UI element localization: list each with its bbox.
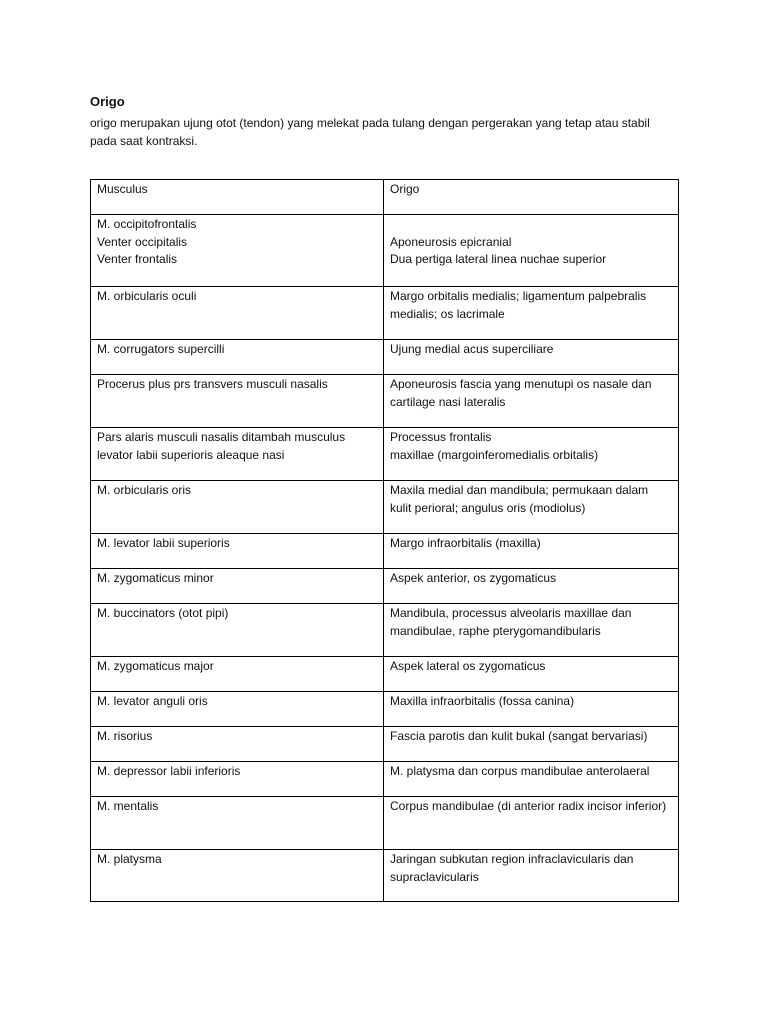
cell-origo [384,604,679,657]
cell-text: Venter occipitalis [97,234,188,249]
cell-text: Dua pertiga lateral linea nuchae superior [390,252,607,266]
cell-musculus [91,481,384,534]
table-row [91,215,679,287]
origin-table [90,179,679,902]
cell-text: M. platysma [97,852,162,866]
cell-text: M. orbicularis oris [97,483,192,497]
cell-origo [384,534,679,569]
cell-musculus [91,340,384,375]
cell-text: M. corrugators supercilli [97,342,225,356]
cell-text: M. zygomaticus major [97,659,214,673]
header-cell-musculus: Musculus [91,180,384,215]
cell-musculus [91,762,384,797]
cell-text: M. depressor labii inferioris [97,764,241,778]
cell-text: M. mentalis [97,799,159,813]
cell-origo [384,692,679,727]
cell-text: Aspek lateral os zygomaticus [390,659,546,673]
cell-musculus [91,287,384,340]
header-cell-origo: Origo [384,180,679,215]
cell-text: M. orbicularis oculi [97,289,197,303]
cell-origo [384,215,679,287]
cell-origo [384,850,679,902]
cell-origo [384,428,679,481]
cell-musculus [91,569,384,604]
cell-text: Margo orbitalis medialis; ligamentum palpebralis medialis; os lacrimale [390,289,650,321]
table-body [91,180,679,902]
table-row [91,762,679,797]
cell-origo [384,340,679,375]
cell-text: Maxilla infraorbitalis (fossa canina) [390,694,575,708]
cell-text: Jaringan subkutan region infraclavicularis dan supraclavicularis [390,852,637,884]
table-row [91,657,679,692]
cell-text: Margo infraorbitalis (maxilla) [390,536,541,550]
cell-text: maxillae (margoinferomedialis orbitalis) [390,447,599,462]
cell-text: M. levator anguli oris [97,694,208,708]
cell-musculus [91,604,384,657]
cell-text: Aponeurosis epicranial [390,234,512,249]
table-row [91,481,679,534]
cell-origo [384,727,679,762]
table-row [91,692,679,727]
cell-musculus [91,657,384,692]
cell-text: Venter frontalis [97,252,178,266]
cell-musculus [91,850,384,902]
cell-text: M. platysma dan corpus mandibulae anterolaeral [390,764,650,778]
document-heading: Origo [90,94,125,109]
table-row [91,375,679,428]
table-row [91,727,679,762]
cell-text: Aponeurosis fascia yang menutupi os nasale dan cartilage nasi lateralis [390,377,655,409]
table-row [91,534,679,569]
cell-origo [384,375,679,428]
cell-text: M. levator labii superioris [97,536,230,550]
cell-text: M. zygomaticus minor [97,571,214,585]
table-row [91,797,679,850]
cell-origo [384,797,679,850]
document-page [90,93,678,884]
intro-paragraph: origo merupakan ujung otot (tendon) yang melekat pada tulang dengan pergerakan yang tetap atau stabil pada saat kontraksi. [90,116,650,148]
cell-origo [384,569,679,604]
cell-origo [384,481,679,534]
cell-musculus [91,375,384,428]
cell-musculus [91,428,384,481]
cell-musculus [91,215,384,287]
table-row [91,340,679,375]
cell-text: Aspek anterior, os zygomaticus [390,571,557,585]
cell-text: Mandibula, processus alveolaris maxillae dan mandibulae, raphe pterygomandibularis [390,606,635,638]
cell-text: Fascia parotis dan kulit bukal (sangat bervariasi) [390,729,648,743]
cell-text: Processus frontalis [390,430,492,444]
table-row [91,569,679,604]
cell-text: Procerus plus prs transvers musculi nasalis [97,377,328,391]
cell-musculus [91,692,384,727]
cell-text: M. buccinators (otot pipi) [97,606,229,620]
table-row [91,428,679,481]
table-row [91,604,679,657]
cell-text: Pars alaris musculi nasalis ditambah musculus levator labii superioris aleaque nasi [97,430,349,462]
cell-musculus [91,534,384,569]
cell-musculus [91,797,384,850]
cell-text: Corpus mandibulae (di anterior radix incisor inferior) [390,799,667,813]
cell-text: Maxila medial dan mandibula; permukaan dalam kulit perioral; angulus oris (modiolus) [390,483,652,515]
cell-text: Ujung medial acus superciliare [390,342,554,356]
cell-text: M. occipitofrontalis [97,217,197,231]
cell-origo [384,657,679,692]
cell-origo [384,762,679,797]
cell-text [390,216,672,234]
table-header-row [91,180,679,215]
table-row [91,850,679,902]
table-row [91,287,679,340]
cell-text: M. risorius [97,729,153,743]
cell-musculus [91,727,384,762]
cell-origo [384,287,679,340]
